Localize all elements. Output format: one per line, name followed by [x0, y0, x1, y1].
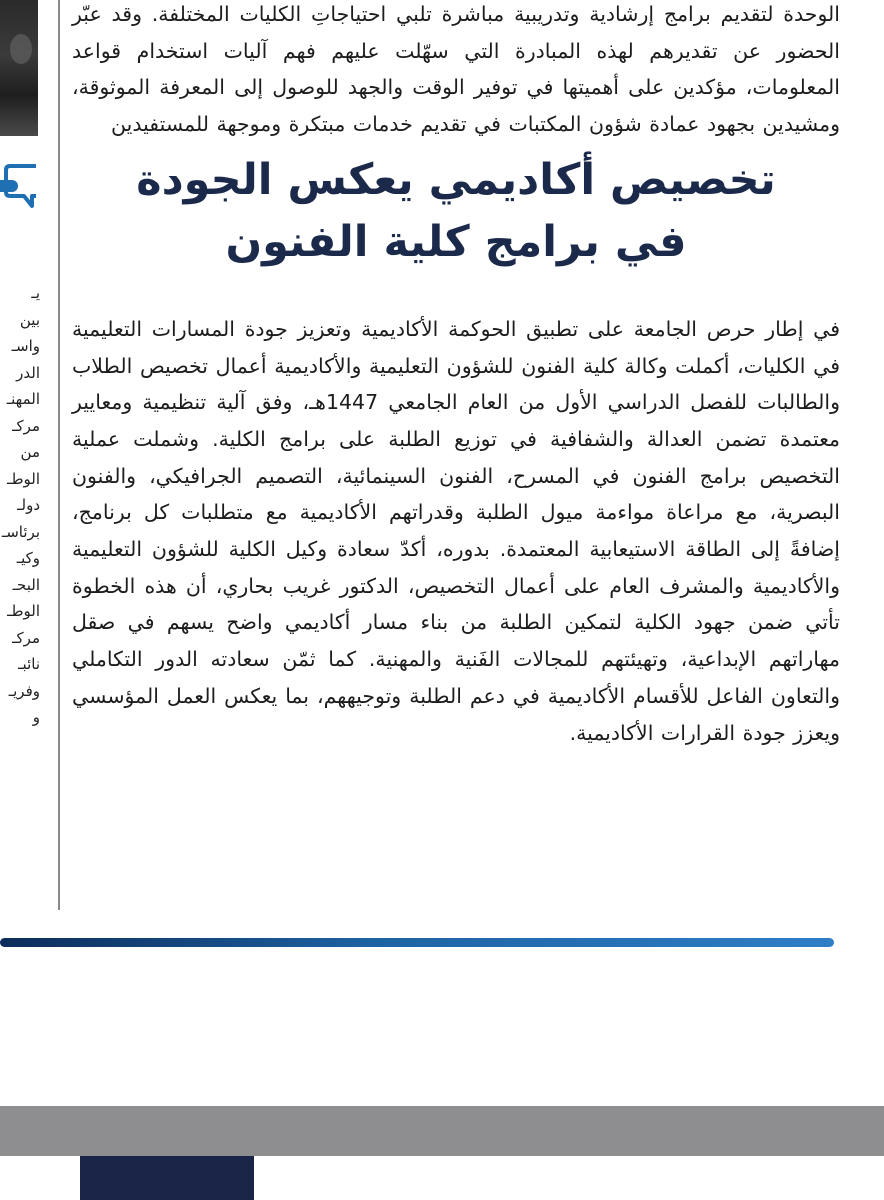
adjacent-column-line: بين [19, 310, 40, 329]
adjacent-column-line: مركـ [12, 628, 40, 647]
adjacent-column-line: دولـ [17, 496, 40, 514]
article [72, 0, 840, 751]
article-body: في إطار حرص الجامعة على تطبيق الحوكمة الأكاديمية وتعزيز جودة المسارات التعليمية في الكليات، أكملت وكالة كلية الفنون للشؤون التعليمية والأكاديمية أعمال تخصيص الطلاب والطالبات للفصل الدراسي الأول من العام الجامعي 1447هـ، وفق آلية تنظيمية ومعايير معتمدة تضمن العدالة والشفافية في توزيع الطلبة على برامج الكلية. وشملت عملية التخصيص برامج الفنون في المسرح، الفنون السينمائية، التصميم الجرافيكي، والفنون البصرية، مع مراعاة مواءمة ميول الطلبة وقدراتهم الأكاديمية مع متطلبات كل برنامج، إضافةً إلى الطاقة الاستيعابية المعتمدة. بدوره، أكدّ سعادة وكيل الكلية للشؤون التعليمية والأكاديمية والمشرف العام على أعمال التخصيص، الدكتور غريب بحاري، أن هذه الخطوة تأتي ضمن جهود الكلية لتمكين الطلبة من بناء مسار أكاديمي واضح يسهم في صقل مهاراتهم الإبداعية، وتهيئتهم للمجالات الفَنية والمهنية. كما ثمّن سعادته الدور التكاملي والتعاون الفاعل للأقسام الأكاديمية في دعم الطلبة وتوجيههم، بما يعكس العمل المؤسسي ويعزز جودة القرارات الأكاديمية. [72, 316, 840, 745]
adjacent-column [0, 0, 46, 910]
speech-bubble-quote-icon [0, 162, 40, 210]
portrait-photo [0, 0, 38, 136]
section-rule [0, 938, 834, 947]
adjacent-column-line: الوطـ [7, 602, 40, 620]
footer-band [0, 1106, 884, 1156]
adjacent-column-line: الوطـ [7, 469, 40, 488]
adjacent-column-line: نائبـ [18, 655, 40, 673]
footer-tab [80, 1156, 254, 1200]
adjacent-column-line: برئاسـ [1, 522, 40, 541]
adjacent-column-line: المهنـ [6, 390, 40, 408]
adjacent-column-line: واسـ [11, 337, 40, 355]
adjacent-column-text [0, 280, 40, 731]
adjacent-column-line: وفريـ [8, 681, 40, 700]
column-divider [58, 0, 60, 910]
adjacent-column-line: وكيـ [16, 549, 40, 567]
article-headline: تخصيص أكاديمي يعكس الجودة في برامج كلية الفنون [136, 154, 776, 267]
adjacent-column-line: و [32, 708, 40, 726]
adjacent-column-line: مركـ [12, 416, 40, 435]
adjacent-column-line: من [20, 443, 40, 461]
previous-story-ending: الوحدة لتقديم برامج إرشادية وتدريبية مباشرة تلبي احتياجاتِ الكليات المختلفة. وقد عبّر الحضور عن تقديرهم لهذه المبادرة التي سهّلت عليهم فهم آليات استخدام قواعد المعلومات، مؤكدين على أهميتها في توفير الوقت والجهد للوصول إلى المعرفة الموثوقة، ومشيدين بجهود عمادة شؤون المكتبات في تقديم خدمات مبتكرة وموجهة للمستفيدين [72, 2, 840, 137]
adjacent-column-line: البحـ [12, 575, 40, 594]
adjacent-column-line: الدر [16, 363, 40, 382]
adjacent-column-line: يـ [31, 284, 40, 302]
